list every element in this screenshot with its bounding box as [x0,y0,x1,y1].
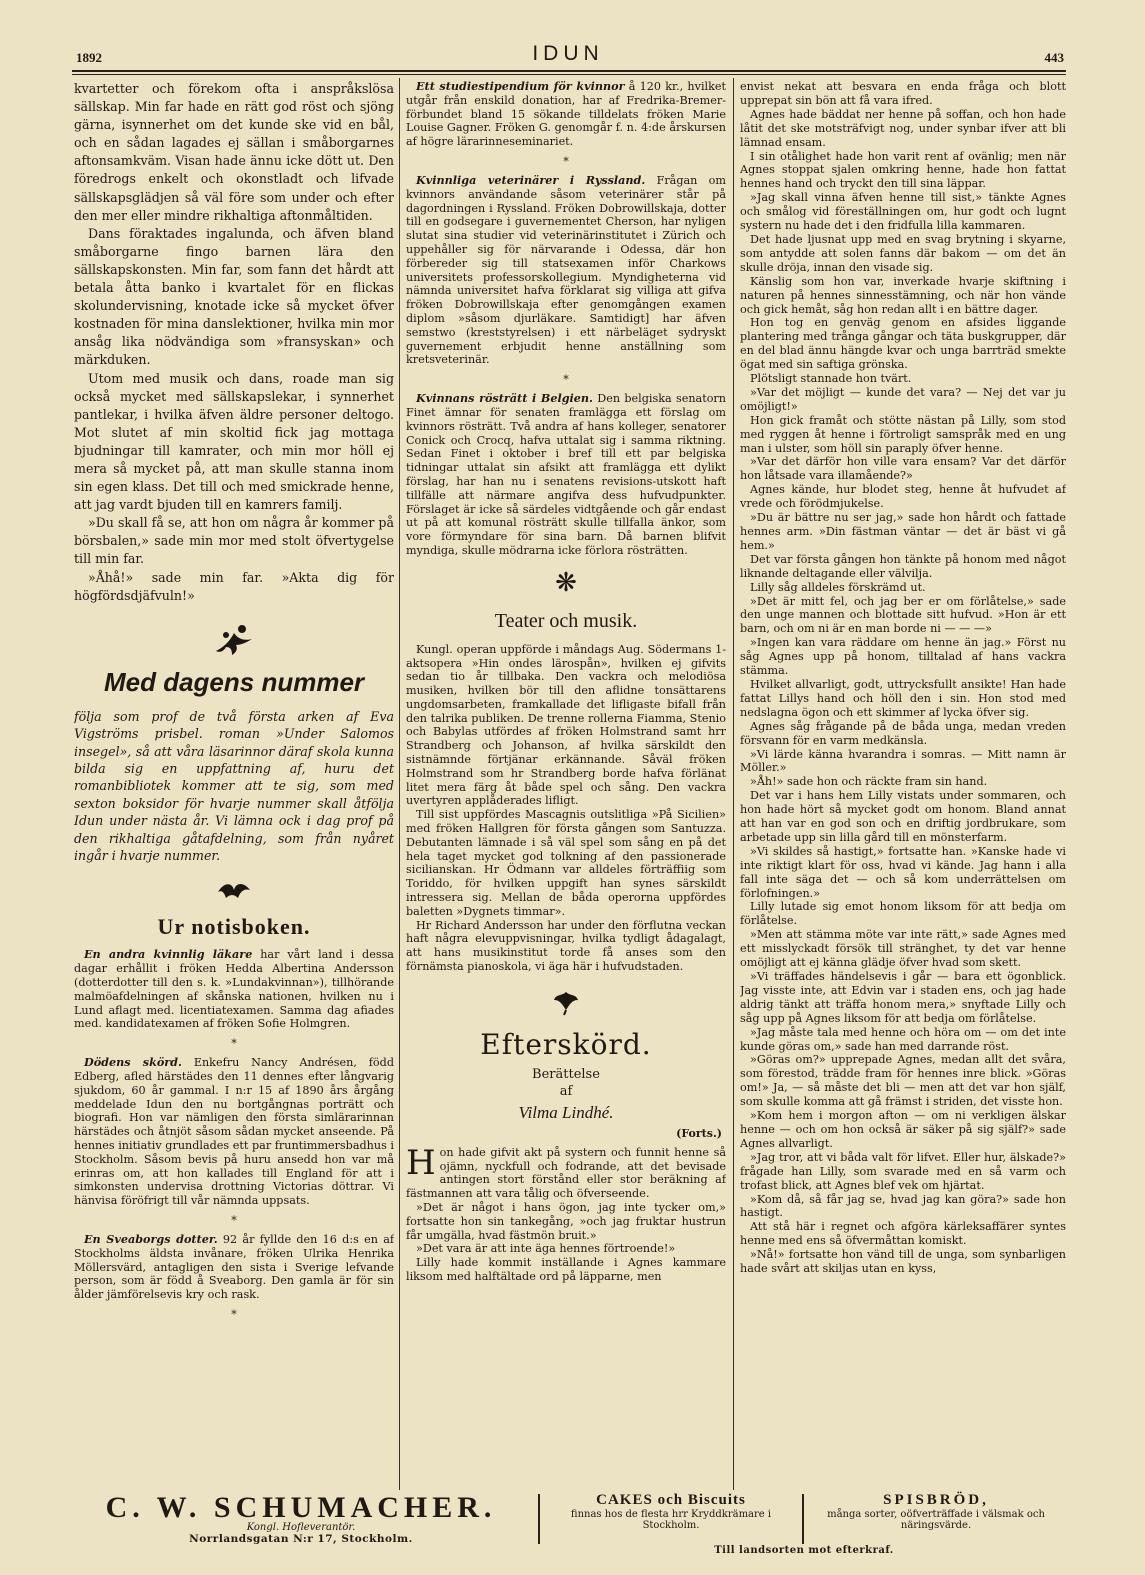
heading-teater-och-musik: Teater och musik. [494,609,638,632]
advertiser-address: Norrlandsgatan N:r 17, Stockholm. [189,1533,413,1545]
story-paragraph: Hon gick framåt och stötte nästan på Lilly, som stod med ryggen åt henne i förtroligt samspråk med en ung man i ulster, som höll sin paraply öfver henne. [740,413,1066,455]
article-paragraph: Hr Richard Andersson har under den förflutna veckan haft några elevuppvisningar, hvilka tydligt ådagalagt, att hans musikinstitut torde få anses som den förnämsta pianoskola, vi äga här i hufvudstaden. [406,918,726,974]
story-paragraph: »Du är bättre nu ser jag,» sade hon hårdt och fattade hennes arm. »Din fästman väntar — det är bäst vi gå hem.» [740,511,1066,552]
story-paragraph: »Var det möjligt — kunde det vara? — Nej det var ju omöjligt!» [740,385,1066,413]
story-paragraph: »Det är mitt fel, och jag ber er om förlåtelse,» sade den unge mannen och blottade sitt hufvud. »Hon är ett barn, och om ni är en man borde ni — — —» [740,594,1066,636]
column-divider [399,78,400,1490]
star-separator-icon: * [563,373,569,387]
column-left [74,80,394,1488]
article-paragraph: »Du skall få se, att hon om några år kommer på börsbalen,» sade min mor med stolt öfvertygelse till min far. [74,515,394,567]
story-paragraph: »Kom hem i morgon afton — om ni verkligen älskar henne — och om hon också är säker på sig själf?» sade Agnes allvarligt. [740,1109,1066,1150]
story-af: af [559,1083,573,1099]
article-paragraph: Dans föraktades ingalunda, och äfven bland småborgarne fingo barnen lära den sällskapskonsten. Min far, som fann det hårdt att betala åtta banko i kvartalet för en flickas skolundervisning, knotade icke så mycket öfver kostnaden för mina danslektioner, hvilka min mor ansåg lika nödvändiga som »fransyskan» och märkduken. [74,225,394,368]
story-paragraph: Att stå här i regnet och afgöra kärleksaffärer syntes henne med ens så öfvermåttan komiskt. [740,1220,1066,1248]
advertiser-title: Kongl. Hofleverantör. [246,1522,356,1533]
story-title: Efterskörd. [480,1027,652,1061]
ad-text: många sorter, oöfverträffade i välsmak och näringsvärde. [827,1509,1045,1531]
notice-kicker: Dödens skörd. [84,1055,182,1070]
story-subtitle: Berättelse [532,1066,600,1082]
story-paragraph: Lilly hade kommit inställande i Agnes kammare liksom med halftältade ord på läpparne, men [406,1256,726,1283]
story-paragraph: »Ingen kan vara räddare om henne än jag.» Först nu såg Agnes upp på honom, tilltalad af hans vackra stämma. [740,636,1066,678]
story-paragraph: »Vi träffades händelsevis i går — bara ett ögonblick. Jag visste inte, att Edvin var i staden ens, och jag hade aldrig tänkt att träffa honom mera,» snyftade Lilly och såg upp på Agnes liksom för att bedja om förlåtelse. [740,970,1066,1025]
story-paragraph: Det var i hans hem Lilly vistats under sommaren, och hon hade hört så mycket godt om honom. Bland annat att han var en god son och en driftig jordbrukare, som arbetade upp sin lilla gård till en mönsterfarm. [740,789,1066,844]
story-paragraph: »Vi skildes så hastigt,» fortsatte han. »Kanske hade vi inte riktigt klart för oss, hvad vi kände. Jag hann i alla fall inte säga det — och så kom underrättelsen om förlofningen.» [740,844,1066,900]
story-paragraph: »Kom då, så får jag se, hvad jag kan göra?» sade hon hastigt. [740,1192,1066,1220]
story-paragraph: Lilly såg alldeles förskrämd ut. [750,580,926,594]
advertiser-name: C. W. SCHUMACHER. [105,1491,497,1524]
notice-kicker: Ett studiestipendium för kvinnor [416,80,625,93]
star-separator-icon: * [231,1213,237,1227]
ad-footer-note: Till landsorten mot efterkraf. [714,1545,894,1556]
story-paragraph: »Jag skall vinna äfven henne till sist,» tänkte Agnes och smålog vid föreställningen om, hur godt och lugnt systern nu hade det i den fridfulla lilla kammaren. [740,191,1066,233]
newspaper-title: IDUN [532,42,604,65]
story-paragraph: Det hade ljusnat upp med en svag brytning i skyarne, som antydde att solen fanns där bakom — om det än skulle dröja, innan den visade sig. [740,232,1066,274]
flower-ornament-icon [406,988,726,1020]
article-paragraph: Till sist uppfördes Mascagnis outslitliga »På Sicilien» med fröken Hallgren för första gången som Santuzza. Debutanten lämnade i så väl spel som sång en på det hela taget mycket god tolkning af den passionerade sicilianskan. Hr Ödmann var alldeles förträffiig som Toriddo, för hvilken uppgift han synes särskildt intressera sig. Mellan de båda operorna uppfördes baletten »Dygnets timmar». [406,808,726,918]
story-paragraph: Känslig som hon var, inverkade hvarje skiftning i naturen på hennes sinnesstämning, och när hon vände och gick hemåt, såg hon redan allt i en bättre dager. [740,274,1066,316]
notice-text: Frågan om kvinnors användande såsom veterinärer står på dagordningen i Ryssland. Fröken Dobrowillskaja, dotter till en godsegare i guvernementet Cherson, har nyligen slutat sina studier vid veterinärinstitutet i Zürich och uppehåller sig för närvarande i Odessa, där hon förbereder sig till statsexamen inför Charkows universitets professorskollegium. Myndigheterna vid nämnda universitet hafva förklarat sig villiga att gifva fröken Dobrowillskaja efter genomgången examen diplom »såsom djurläkare. Samtidigt] har äfven semstwo (kreststyrelsen) i ett närbeläget sydryskt guvernement erbjudit henne anställning som kretsveterinär. [406,173,726,367]
notice-text: har vårt land i dessa dagar erhållit i fröken Hedda Albertina Andersson (dotterdotter till den s. k. »Lundakvinnan»), tillhörande malmöafdelningen af skånska nationen, hvilken nu i Lund aflagt med. licentiatexamen. Samma dag afiades med. kandidatexamen af fröken Sofie Holmgren. [74,948,394,1031]
heading-ur-notisboken: Ur notisboken. [157,914,311,940]
story-paragraph: »Jag tror, att vi båda valt för lifvet. Eller hur, älskade?» frågade han Lilly, som svarade med en så varm och trofast blick, att Agnes blef vek om hjärtat. [740,1150,1066,1192]
story-paragraph: »Åh!» sade hon och räckte fram sin hand. [750,775,988,789]
issue-year: 1892 [76,50,102,65]
notice-kicker: Kvinnans rösträtt i Belgien. [416,391,593,406]
asterism-ornament-icon: ❋ [555,567,577,598]
story-paragraph: »Nå!» fortsatte hon vänd till de unga, som synbarligen hade svårt att skiljas utan en kyss, [740,1248,1066,1276]
announcement-text: följa som prof de två första arken af Eva Vigströms prisbel. roman »Under Salomos insegel», så att våra läsarinnor däraf skola kunna bilda sig en uppfattning af, huru det romanbibliotek kommer att te sig, som med sexton boksidor för hvarje nummer skall åtfölja Idun under nästa år. Vi lämna ock i dag prof på den rikhaltiga gåtafdelning, som från nyåret ingår i hvarje nummer. [74,708,394,863]
flourish-ornament-icon [74,878,394,906]
article-paragraph: Utom med musik och dans, roade man sig också mycket med sällskapslekar, i synnerhet pantlekar, i hvilka äfven äldre personer deltogo. Mot slutet af min skoltid fick jag mottaga bjudningar till kamrater, och min mor höll ej mera så mycket på, att man skulle stanna inom sin egen klass. Det till och med smickrade henne, att jag vardt bjuden till en kamrers familj. [74,370,394,513]
story-author: Vilma Lindhé. [518,1102,614,1122]
article-paragraph: Kungl. operan uppförde i måndags Aug. Södermans 1-aktsopera »Hin ondes lärospån», hvilken ej gifvits sedan tio år tillbaka. Den vackra och melodiösa musiken, hvilken bör till den aflidne tonsättarens ungdomsarbeten, framkallade det lifligaste bifall från den talrika publiken. De trenne rollerna Fiamma, Stenio och Babylas utfördes af fröken Holmstrand samt hrr Strandberg och Johanson, af hvilka särskildt den sistnämnde förtjänar erkännande. Såväl fröken Holmstrand som hr Strandberg borde hafva förlänat litet mera färg åt både spel och sång. Den vackra uvertyren applåderades lifligt. [406,642,726,808]
story-paragraph: Agnes hade bäddat ner henne på soffan, och hon hade låtit det ske motsträfvigt nog, under synbar ifver att bli lämnad ensam. [740,107,1066,149]
star-separator-icon: * [563,154,569,168]
story-paragraph: »Men att stämma möte var inte rätt,» sade Agnes med ett misslyckadt försök till stränghet, ty det var henne omöjligt att ej känna glädje öfver hvad som skett. [740,928,1066,970]
ad-divider [538,1494,540,1544]
ad-heading: SPISBRÖD, [883,1492,989,1508]
notice-kicker: En Sveaborgs dotter. [84,1231,218,1246]
story-continued: (Forts.) [676,1126,722,1140]
article-paragraph: »Åhå!» sade min far. »Akta dig för högfördsdjäfvuln!» [74,569,394,603]
story-paragraph: on hade gifvit akt på systern och funnit henne så ojämn, nyckfull och fodrande, att det bevisade antingen stort förstånd eller stor beräkning af fästmannen att vara tålig och öfverseende. [406,1145,726,1201]
story-paragraph: »Jag måste tala med henne och höra om — om det inte kunde göras om,» sade han med darrande röst. [740,1025,1066,1053]
notice-text: å 120 kr., hvilket utgår från enskild donation, har af Fredrika-Bremer-förbundet bland 15 sökande tilldelats fröken Marie Louise Gagner. Fröken G. genomgår f. n. 4:de årskursen af högre lärarinneseminariet. [406,80,726,149]
star-separator-icon: * [231,1307,237,1321]
column-right [740,80,1066,1488]
column-divider [733,78,734,1490]
story-paragraph: Plötsligt stannade hon tvärt. [750,372,912,386]
story-paragraph: Det var första gången hon tänkte på honom med något liknande deltagande eller välvilja. [740,552,1066,580]
masthead [70,44,1066,72]
story-paragraph: envist nekat att besvara en enda fråga och blott upprepat sin bön att få vara ifred. [740,80,1066,107]
story-paragraph: Agnes såg frågande på de båda unga, medan vreden försvann för en varm medkänsla. [740,719,1066,747]
notice-kicker: Kvinnliga veterinärer i Ryssland. [416,172,646,187]
notice-text: 92 år fyllde den 16 d:s en af Stockholms äldsta invånare, fröken Ulrika Henrika Möllersvärd, antagligen den sista i Sverige lefvande person, som är född å Sveaborg. Den gamla är för sin ålder jämförelsevis kry och rask. [74,1232,394,1302]
masthead-rule-thin [72,74,1066,75]
advertisement-schumacher [68,1492,534,1554]
drop-cap: H [406,1142,436,1183]
story-paragraph: »Det är något i hans ögon, jag inte tycker om,» fortsatte hon sin tankegång, »och jag fruktar hustrun får umgälla, hvad fästmön bruit.» [406,1201,726,1242]
ad-heading: CAKES och Biscuits [596,1492,746,1508]
notice-kicker: En andra kvinnlig läkare [84,947,253,962]
story-paragraph: I sin otålighet hade hon varit rent af ovänlig; men när Agnes stoppat sjalen omkring henne, hade hon fattat hennes hand och tryckt den till sina läppar. [740,149,1066,191]
story-paragraph: »Göras om?» upprepade Agnes, medan allt det svåra, som förestod, trädde fram för hennes inre blick. »Göras om!» Ja, — så måste det bli — men att det var hon själf, som skulle komma att gå främst i striden, det visste hon. [740,1053,1066,1109]
notice-text: Den belgiska senatorn Finet ämnar för senaten framlägga ett förslag om kvinnors rösträtt. Två andra af hans kolleger, senatorer Conick och Crocq, hafva uttalat sig i samma riktning. Sedan Finet i oktober i bref till ett par belgiska tidningar uttalat sin afsikt att framlägga ett dylikt förslag, har han nu i senatens revisions-utskott haft tillfälle att närmare angifva dess hufvudpunkter. Förslaget är icke så särdeles vidtgående och går endast ut på att komunal rösträtt skulle tillfalla änkor, som vore förmyndare för sina barn. Då barnen blifvit myndiga, skulle mödrarna icke förlora rösträtten. [406,392,726,557]
notice-text: Enkefru Nancy Andrésen, född Edberg, afled härstädes den 11 dennes efter långvarig sjukdom, 60 år gammal. I n:r 15 af 1890 års årgång meddelade Idun den nu bortgångnas porträtt och biografi. Hon var nämligen den första simlärarinnan härstädes och åtnjöt såsom sådan mycket anseende. På hennes initiativ grundlades ett par fruntimmersbadhus i Stockholm. Såsom bevis på huru ansedd hon var må erinras om, att hon kallades till England för att i simkonsten undervisa drottning Victorias döttrar. Vi hänvisa föröfrigt till vår nämnda uppsats. [74,1056,394,1208]
story-paragraph: Lilly lutade sig emot honom liksom för att bedja om förlåtelse. [740,900,1066,928]
article-paragraph: kvartetter och förekom ofta i anspråkslösa sällskap. Min far hade en rätt god röst och sjöng gärna, isynnerhet om det kunde ske vid en bål, och en sådan lagades ej sällan i småborgarnes aftonsamkväm. Visan hade ännu icke dött ut. Den föredrogs enkelt och okonstladt och lifvade sällskapsglädjen så väl före som under och efter den mer eller mindre rikhaltiga aftonmåltiden. [74,81,394,223]
masthead-rule [72,70,1066,72]
heading-med-dagens-nummer: Med dagens nummer [103,666,365,697]
column-middle [406,80,726,1488]
story-paragraph: Hon tog en genväg genom en afsides liggande plantering med trånga gångar och täta buskgrupper, där en del blad ännu hängde kvar och unga barrträd smekte ögat med sin saftiga grönska. [740,316,1066,372]
story-paragraph: Agnes kände, hur blodet steg, henne åt hufvudet af vrede och förödmjukelse. [740,483,1066,511]
story-paragraph: »Det vara är att inte äga hennes förtroende!» [416,1242,676,1256]
story-paragraph: »Vi lärde känna hvarandra i somras. — Mitt namn är Möller.» [740,747,1066,775]
star-separator-icon: * [231,1037,237,1051]
story-paragraph: Hvilket allvarligt, godt, uttrycksfullt ansikte! Han hade fattat Lillys hand och höll den i sin. Hon stod med nedslagna ögon och ett skimmer af lycka öfver sig. [740,677,1066,719]
story-paragraph: »Var det därför hon ville vara ensam? Var det därför hon låtsade vara illamående?» [740,455,1066,483]
ad-divider [802,1494,804,1544]
ad-text: finnas hos de flesta hrr Kryddkrämare i Stockholm. [570,1509,772,1531]
leaf-ornament-icon [74,621,394,661]
page-number: 443 [1044,50,1064,65]
